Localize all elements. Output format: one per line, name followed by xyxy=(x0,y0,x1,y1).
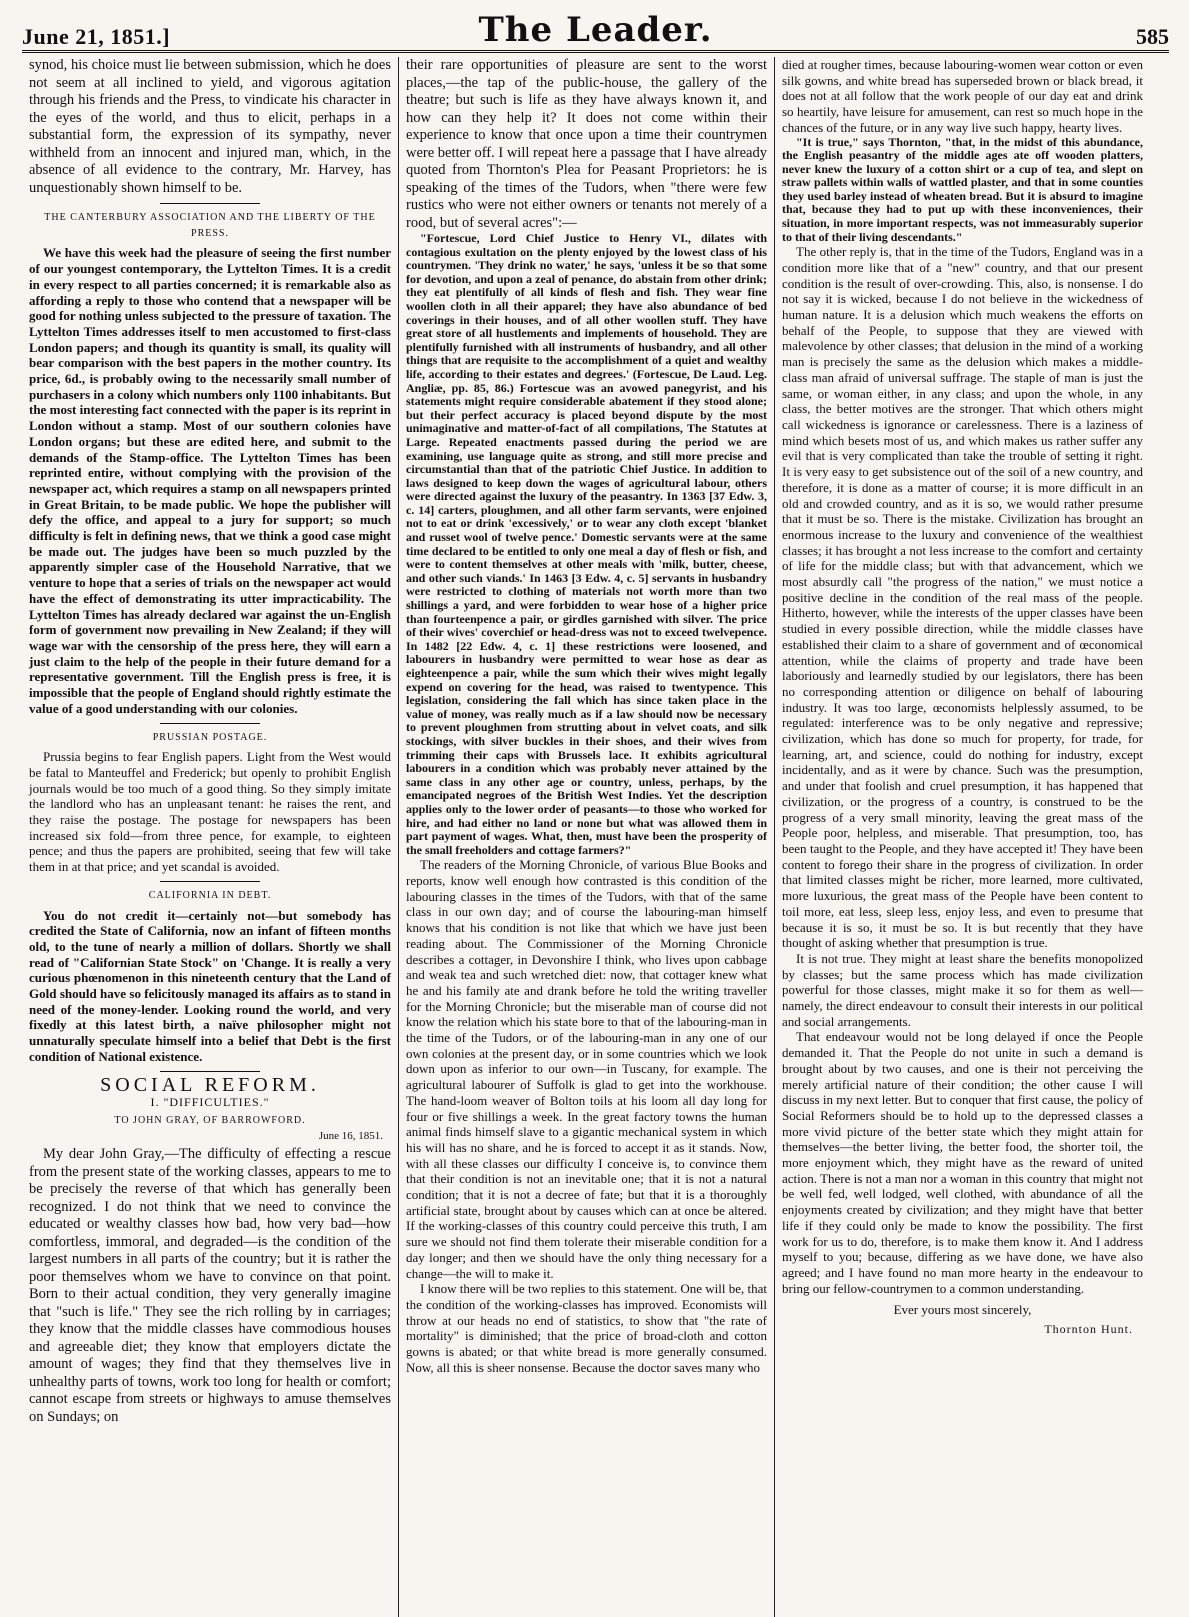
heading-prussian: PRUSSIAN POSTAGE. xyxy=(152,731,268,743)
divider xyxy=(160,203,260,204)
paragraph-not-true: It is not true. They might at least share the benefits monopolized by classes; but the same process which has made civilization powerful for those classes, might make it so for them as well—namely, the direct endeavour to consult their interests in our political and social arrangements. xyxy=(782,950,1143,1029)
paragraph-prussian: Prussia begins to fear English papers. Light from the West would be fatal to Manteuffel and Frederick; but openly to prohibit English journals would be too much of a good thing. So they simply imitate the landlord who has an unpleasant tenant: he raises the rent, and they raise the postage. The postage for newspapers has been increased six fold—from three pence, for example, to eighteen pence; and thus the papers are prohibited, seeing that few will take them in at that price; and yet scandal is avoided. xyxy=(29,749,391,875)
columns xyxy=(22,57,1169,1617)
paragraph-other-reply: The other reply is, that in the time of the Tudors, England was in a condition more like that of a "new" country, and that our present condition is the result of over-crowding. This, also, is nonsense. I do not say it is wicked, because I do not believe in the wickedness of human nature. It is a delusion which much weakens the efforts on behalf of the People, to suppose that they are viewed with malevolence by other classes; that delusion in the mind of a working man is precisely the same as the delusion which makes a middle-class man afraid of universal suffrage. The staple of man is just the same, or woman either, in any class; and upon the whole, in any class, the better motives are the stronger. That which others might call wickedness is ignorance or carelessness. There is a laziness of mind which besets most of us, and which makes us rather suffer any evil that is very complicated than take the trouble of setting it right. It is very easy to get subsistence out of the soil of a new country, and therefore, it is done as a matter of course; it is more difficult in an old and crowded country, and as it is so, we would rather presume that it must be so. There is the mistake. Civilization has brought an enormous increase to the luxury and convenience of the wealthiest classes; it has brought a not less increase to the comfort and certainty of life for the middle class; but with that advancement, which we most absurdly call "the progress of the nation," we must notice a positive decline in the condition of the real mass of the people. Hitherto, however, while the interests of the upper classes have been studied in every possible direction, while the middle classes have established their claim to a share of government and of œconomical attention, while the claims of property and trade have been laboriously and learnedly studied by our legislators, there has been no corresponding attention or diligence on behalf of labouring industry. It was too large, œconomists helplessly assumed, to be regulated: interference was to be only negative and repressive; civilization, which has done so much for property, for trade, for learning, art, and science, could do nothing for industry, except incidentally, and as it were by chance. Such was the presumption, and under that foolish and cruel presumption, it has happened that civilization, or the progress of a country, is construed to be the progress of a very small minority, leaving the great mass of the People poor, helpless, and miserable. That presumption, too, has been taught to the People, and they have accepted it! They have been content to forego their share in the progress of civilization. In order that limited classes might be richer, more learned, more cultivated, more luxurious, the great mass of the People have been content to toil more, eat less, sleep less, enjoy less, and even to presume that because it is so, it must be so. It is but recently that they have thought of asking whether that presumption is true. xyxy=(782,244,1143,951)
paragraph-readers: The readers of the Morning Chronicle, of various Blue Books and reports, know well enough how contrasted is this condition of the labouring classes in the times of the Tudors, with that of the same class in our own day; and of course the labouring-man himself knows that his condition is not like that which we have just been reading about. The Commissioner of the Morning Chronicle describes a cottager, in Devonshire I think, who lives upon cabbage and weak tea and such wretched diet: now, that cottager knew what he and his family ate and drank before he told the writing traveller for the Morning Chronicle; but the miserable man of course did not know the relation which his state bore to that of the labouring-man in the time of the Tudors, or of the labouring-man in any one of our own colonies at the present day, or in some countries which we look down upon as inferior to our own—in Tuscany, for example. The agricultural labourer of Suffolk is glad to get into the workhouse. The hand-loom weaver of Bolton toils at his loom all day long for four or five shillings a week. In the great factory towns the human animal finds himself slave to a gigantic mechanical system in which his will has no share, and he is forced to accept it as it stands. Now, with all these classes our difficulty I conceive is, to convince them that their condition is not an inevitable one; that it is not a natural condition; that it is not a decree of fate; but that it is a thoroughly artificial state, brought about by causes which can at once be altered. If the working-classes of this country could perceive this truth, I am sure we should not find them tolerate their miserable condition for a day longer; and then we should have the only thing necessary for a change—the will to make it. xyxy=(406,857,767,1281)
column-3 xyxy=(774,57,1150,1617)
heading-canterbury: THE CANTERBURY ASSOCIATION AND THE LIBERTY OF THE PRESS. xyxy=(44,212,376,239)
paragraph-pleasure: their rare opportunities of pleasure are sent to the worst places,—the tap of the public-house, the gallery of the theatre; but such is life as they have always known it, and how can they help it? It does not come within their experience to know that once upon a time their countrymen were better off. I will repeat here a passage that I have already quoted from Thornton's Plea for Peasant Proprietors: he is speaking of the times of the Tudors, when "there were few rustics who were not either owners or tenants not merely of a rood, but of several acres":— xyxy=(406,57,767,231)
heading-difficulties: I. "DIFFICULTIES." xyxy=(150,1095,270,1110)
paragraph-fortescue-quote: "Fortescue, Lord Chief Justice to Henry VI., dilates with contagious exultation on the plenty enjoyed by the lowest class of his countrymen. 'They drink no water,' he says, 'unless it be so that some for devotion, and upon a zeal of penance, do abstain from other drink; they eat plentifully of all kinds of flesh and fish. They wear fine woollen cloth in all their apparel; they have also abundance of bed coverings in their houses, and of all other woollen stuff. They have great store of all hustlements and implements of household. They are plentifully furnished with all instruments of husbandry, and all other things that are requisite to the accomplishment of a quiet and wealthy life, according to their estates and degrees.' (Fortescue, De Laud. Leg. Angliæ, pp. 85, 86.) Fortescue was an avowed panegyrist, and his statements might require considerable abatement if they stood alone; but their perfect accuracy is placed beyond dispute by the most unimaginative and matter-of-fact of all compilations, The Statutes at Large. Repeated enactments passed during the period we are examining, use language quite as strong, and still more precise and circumstantial than that of the patriotic Chief Justice. In addition to laws designed to keep down the wages of agricultural labour, others were directed against the luxury of the peasantry. In 1363 [37 Edw. 3, c. 14] carters, ploughmen, and all other farm servants, were enjoined not to eat or drink 'excessively,' or to wear any cloth except 'blanket and russet wool of twelve pence.' Domestic servants were at the same time declared to be entitled to only one meal a day of flesh or fish, and were to content themselves at other meals with 'milk, butter, cheese, and other such viands.' In 1463 [3 Edw. 4, c. 5] servants in husbandry were restricted to clothing of materials not worth more than two shillings a yard, and were forbidden to wear hose of a higher price than fourteenpence a pair, or girdles garnished with silver. The price of their wives' coverchief or head-dress was not to exceed twelvepence. In 1482 [22 Edw. 4, c. 1] these restrictions were loosened, and labourers in husbandry were permitted to wear hose as dear as eighteenpence a pair, while the sum which their wives might legally expend on covering for the head, was raised to twentypence. This legislation, considering the fall which has since taken place in the value of money, was really much as if a law should now be necessary to prevent ploughmen from strutting about in velvet coats, and silk stockings, with silver buckles in their shoes, and their wives from trimming their caps with Brussels lace. It exhibits agricultural labourers in a condition which was probably never attained by the same class in any other age or country, unless, perhaps, by the emancipated negroes of the British West Indies. Yet the description applies only to the lower order of peasants—to those who worked for hire, and had either no land or none but what was allowed them in part payment of wages. What, then, must have been the prosperity of the small freeholders and cottage farmers?" xyxy=(406,231,767,857)
divider xyxy=(160,1071,260,1072)
paragraph-letter: My dear John Gray,—The difficulty of effecting a rescue from the present state of the working classes, appears to me to be precisely the reverse of that which has generally been recognized. I do not think that we need to convince the educated or wealthy classes how bad, how very bad—how comfortless, immoral, and degraded—is the condition of the largest numbers in all parts of the country; but it is rather the poor themselves whom we have to convince on that point. Born to their actual condition, they very generally imagine that "such is life." They see the rich rolling by in carriages; they know that the middle classes have commodious houses and agreeable diet; they know that employers dictate the amount of wages; they find that they themselves live in unhealthy parts of towns, work too long for health or comfort; cannot escape from streets or highways to amuse themselves on Sundays; on xyxy=(29,1146,391,1425)
paragraph-replies: I know there will be two replies to this statement. One will be, that the condition of the working-classes has improved. Economists will throw at our heads no end of statistics, to show that "the rate of mortality" is diminished; that the price of broad-cloth and cotton gowns is abated; or that white bread is more generally consumed. Now, all this is sheer nonsense. Because the doctor saves many who xyxy=(406,1281,767,1375)
paragraph-canterbury: We have this week had the pleasure of seeing the first number of our youngest contemporary, the Lyttelton Times. It is a credit in every respect to all parties concerned; it is remarkable also as affording a reply to those who contend that a newspaper will be good for nothing unless subjected to the pressure of taxation. The Lyttelton Times addresses itself to men accustomed to first-class London papers; and though its quantity is small, its quality will bear comparison with the best papers in the mother country. Its price, 6d., is probably owing to the necessarily small number of purchasers in a colony which numbers only 1100 inhabitants. But the most interesting fact connected with the paper is its reprint in London without a stamp. Most of our southern colonies have London organs; but these are edited here, and submit to the demands of the Stamp-office. The Lyttelton Times has been reprinted entire, without complying with the provision of the newspaper act, which requires a stamp on all newspapers printed in Great Britain, to be made public. We hope the publisher will defy the office, and appeal to a jury for support; so much difficulty is felt in defining news, that we think a good case might be made out. The judges have been so much puzzled by the apparently simpler case of the Household Narrative, that we venture to hope that a series of trials on the newspaper act would have the effect of demonstrating its utter impracticability. The Lyttelton Times has already declared war against the un-English form of government now prevailing in New Zealand; if they will wage war with the censorship of the press here, they will earn a just claim to the help of the people in their future demand for a representative government. Till the English press is free, it is impossible that the people of England should rightly estimate the value of a good understanding with our colonies. xyxy=(29,245,391,716)
paragraph-thornton-quote: "It is true," says Thornton, "that, in the midst of this abundance, the English peasantry of the middle ages ate off wooden platters, never knew the luxury of a cotton shirt or a cup of tea, and slept on straw pallets within walls of wattled plaster, and that in some counties they used barley instead of wheaten bread. But it is absurd to imagine that, because they had to put up with these inconveniences, their situation, in more important respects, was not immeasurably superior to that of their living descendants." xyxy=(782,134,1143,244)
paragraph-endeavour: That endeavour would not be long delayed if once the People demanded it. That the People do not unite in such a demand is brought about by two causes, and one is their not perceiving the merely artificial nature of their condition; the other cause I will discuss in my next letter. But to conquer that first cause, the policy of Social Reformers should be to hold up to the depressed classes a more vivid picture of the better state which they might attain for themselves—the better living, the better food, the shorter toil, the more enjoyment which, they might have as the reward of united action. There is not a man nor a woman in this country that might not be well fed, well lodged, well clothed, with abundance of all the enjoyments created by civilization; and they might have that better life if they could only be made to know the possibility. The first work for us to do, therefore, is to make them know it. And I address myself to you; because, differing as we have done, we have also agreed; and I have found no man more hearty in the endeavour to bring our fellow-countrymen to a common understanding. xyxy=(782,1029,1143,1296)
paragraph-rougher-times: died at rougher times, because labouring-women wear cotton or even silk gowns, and white bread has superseded brown or black bread, it does not at all follow that the work people of our day eat and drink so heartily, have leisure for amusement, can rest so much hope in the chances of the future, or in any way live such happy, hearty lives. xyxy=(782,57,1143,135)
letter-addressee: TO JOHN GRAY, OF BARROWFORD. xyxy=(114,1114,306,1126)
divider xyxy=(160,723,260,724)
heading-california: CALIFORNIA IN DEBT. xyxy=(148,889,272,901)
paragraph-california: You do not credit it—certainly not—but somebody has credited the State of California, now an infant of fifteen months old, to the tune of nearly a million of dollars. Shortly we shall read of "Californian State Stock" on 'Change. It is really a very curious phœnomenon in this nineteenth century that the Land of Gold should have so felicitously managed its affairs as to stand in need of the money-lender. Looking round the world, and very fixedly at this latest birth, a naïve philosopher might not unnaturally speculate himself into a belief that Debt is the first condition of National existence. xyxy=(29,907,391,1064)
heading-social-reform: SOCIAL REFORM. xyxy=(100,1073,320,1096)
issue-date: June 21, 1851.] xyxy=(22,24,171,49)
letter-date: June 16, 1851. xyxy=(318,1129,383,1142)
page-number: 585 xyxy=(1136,24,1169,49)
divider xyxy=(160,881,260,882)
newspaper-title: The Leader. xyxy=(478,10,713,50)
masthead xyxy=(22,6,1169,53)
sign-off: Ever yours most sincerely, xyxy=(893,1302,1032,1318)
column-2 xyxy=(398,57,774,1617)
article-continuation: synod, his choice must lie between submission, which he does not seem at all inclined to yield, and vigorous agitation through his friends and the Press, to vindicate his character in the eyes of the world, and thus to elicit, perhaps in a substantial form, the expression of its sympathy, never withheld from an innocent and injured man, which, in the absence of all evidence to the contrary, Mr. Harvey, has unquestionably shown himself to be. xyxy=(29,57,391,196)
column-1 xyxy=(22,57,398,1617)
signature: Thornton Hunt. xyxy=(1044,1322,1133,1337)
